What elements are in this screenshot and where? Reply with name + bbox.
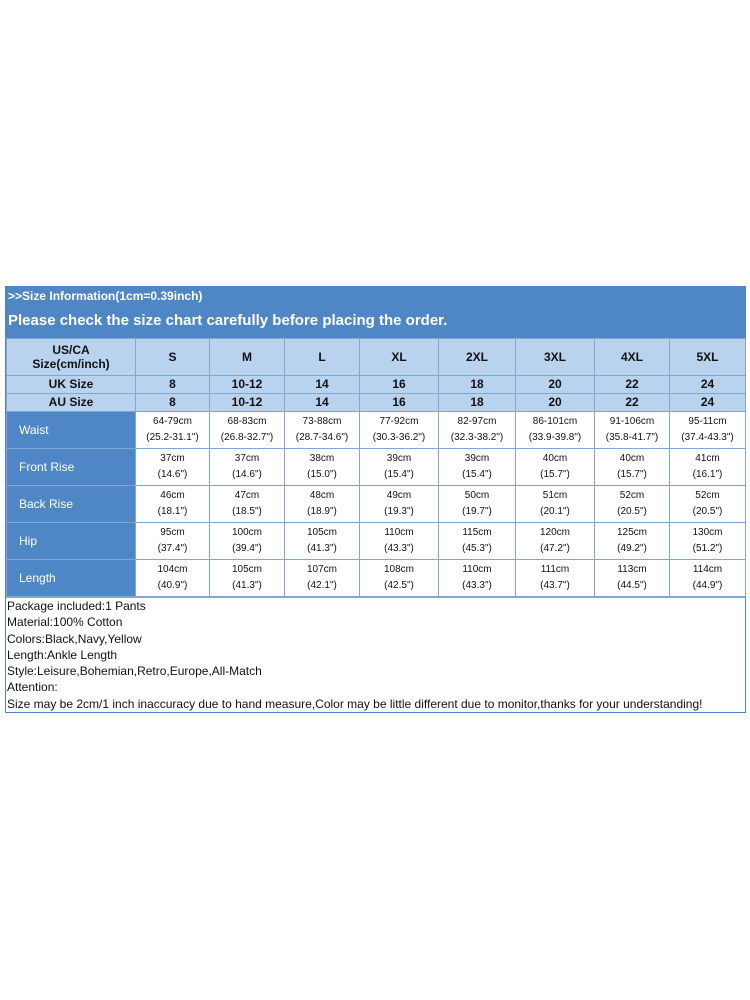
front-rise-value	[285, 449, 360, 486]
back-rise-inch: (19.3")	[384, 506, 414, 517]
front-rise-cm: 39cm	[386, 453, 412, 464]
product-notes	[6, 597, 745, 712]
waist-value	[516, 412, 595, 449]
back-rise-cm: 52cm	[695, 490, 720, 501]
back-rise-value	[360, 486, 439, 523]
length-value	[285, 560, 360, 597]
front-rise-inch: (15.7")	[617, 469, 647, 480]
back-rise-cm: 49cm	[386, 490, 412, 501]
size-header-4xl: 4XL	[595, 339, 670, 376]
front-rise-cm: 38cm	[309, 453, 335, 464]
waist-inch: (33.9-39.8")	[528, 432, 582, 443]
length-inch: (42.1")	[307, 580, 337, 591]
size-chart	[5, 286, 746, 713]
uk-size-value: 20	[516, 376, 595, 394]
au-size-row	[7, 394, 746, 412]
length-value	[670, 560, 746, 597]
front-rise-inch: (15.7")	[540, 469, 570, 480]
uk-size-value: 14	[285, 376, 360, 394]
back-rise-value	[516, 486, 595, 523]
waist-inch: (32.3-38.2")	[450, 432, 504, 443]
hip-inch: (43.3")	[384, 543, 414, 554]
waist-cm: 86-101cm	[532, 416, 578, 427]
back-rise-inch: (20.1")	[540, 506, 570, 517]
length-cm: 114cm	[692, 564, 723, 575]
length-inch: (40.9")	[157, 580, 188, 591]
hip-value	[516, 523, 595, 560]
uk-size-value: 10-12	[210, 376, 285, 394]
back-rise-value	[210, 486, 285, 523]
hip-inch: (51.2")	[692, 543, 723, 554]
length-cm: 111cm	[540, 564, 570, 575]
waist-value	[360, 412, 439, 449]
back-rise-inch: (20.5")	[692, 506, 723, 517]
front-rise-value	[210, 449, 285, 486]
note-line: Attention:	[7, 680, 58, 695]
waist-value	[439, 412, 516, 449]
hip-value	[360, 523, 439, 560]
back-rise-inch: (19.7")	[462, 506, 492, 517]
front-rise-inch: (15.4")	[462, 469, 492, 480]
back-rise-cm: 51cm	[542, 490, 568, 501]
waist-cm: 95-11cm	[688, 416, 727, 427]
hip-value	[136, 523, 210, 560]
front-rise-value	[439, 449, 516, 486]
waist-value	[210, 412, 285, 449]
length-inch: (42.5")	[384, 580, 414, 591]
size-header-3xl: 3XL	[516, 339, 595, 376]
front-rise-cm: 37cm	[160, 453, 185, 464]
back-rise-cm: 46cm	[160, 490, 185, 501]
front-rise-inch: (15.4")	[384, 469, 414, 480]
size-header-m: M	[210, 339, 285, 376]
au-size-value: 18	[439, 394, 516, 412]
uk-size-label: UK Size	[7, 376, 136, 394]
hip-row	[7, 523, 746, 560]
au-size-value: 16	[360, 394, 439, 412]
length-inch: (44.5")	[617, 580, 647, 591]
front-rise-value	[595, 449, 670, 486]
hip-label: Hip	[7, 523, 136, 560]
uk-size-value: 22	[595, 376, 670, 394]
waist-inch: (25.2-31.1")	[146, 432, 199, 443]
uk-size-row	[7, 376, 746, 394]
back-rise-inch: (18.5")	[232, 506, 262, 517]
check-size-warning: Please check the size chart carefully before placing the order.	[6, 306, 745, 338]
au-size-value: 10-12	[210, 394, 285, 412]
front-rise-row	[7, 449, 746, 486]
length-cm: 110cm	[462, 564, 492, 575]
uk-size-value: 24	[670, 376, 746, 394]
size-header-5xl: 5XL	[670, 339, 746, 376]
front-rise-cm: 40cm	[542, 453, 568, 464]
waist-cm: 68-83cm	[227, 416, 267, 427]
hip-cm: 115cm	[462, 527, 492, 538]
waist-cm: 73-88cm	[302, 416, 342, 427]
note-line: Style:Leisure,Bohemian,Retro,Europe,All-Match	[7, 664, 262, 679]
size-header-l: L	[285, 339, 360, 376]
length-value	[136, 560, 210, 597]
back-rise-row	[7, 486, 746, 523]
hip-cm: 120cm	[539, 527, 570, 538]
length-inch: (43.3")	[462, 580, 492, 591]
front-rise-inch: (16.1")	[692, 469, 723, 480]
back-rise-inch: (20.5")	[617, 506, 647, 517]
front-rise-value	[670, 449, 746, 486]
hip-value	[595, 523, 670, 560]
waist-inch: (37.4-43.3")	[681, 432, 734, 443]
header-row	[7, 339, 746, 376]
waist-inch: (28.7-34.6")	[295, 432, 349, 443]
size-header-s: S	[136, 339, 210, 376]
length-label: Length	[7, 560, 136, 597]
front-rise-cm: 40cm	[619, 453, 645, 464]
back-rise-cm: 52cm	[619, 490, 645, 501]
front-rise-cm: 39cm	[464, 453, 490, 464]
length-row	[7, 560, 746, 597]
front-rise-cm: 37cm	[234, 453, 260, 464]
waist-cm: 64-79cm	[153, 416, 192, 427]
hip-cm: 125cm	[616, 527, 647, 538]
back-rise-cm: 50cm	[464, 490, 490, 501]
hip-value	[285, 523, 360, 560]
front-rise-label: Front Rise	[7, 449, 136, 486]
front-rise-inch: (14.6")	[157, 469, 188, 480]
back-rise-value	[439, 486, 516, 523]
hip-cm: 110cm	[384, 527, 414, 538]
hip-value	[210, 523, 285, 560]
back-rise-value	[670, 486, 746, 523]
waist-inch: (26.8-32.7")	[220, 432, 274, 443]
size-info-banner: >>Size Information(1cm=0.39inch)	[6, 287, 745, 306]
length-value	[439, 560, 516, 597]
front-rise-value	[360, 449, 439, 486]
back-rise-label: Back Rise	[7, 486, 136, 523]
size-label-line2: Size(cm/inch)	[32, 357, 110, 371]
au-size-value: 24	[670, 394, 746, 412]
hip-inch: (41.3")	[307, 543, 337, 554]
waist-cm: 91-106cm	[609, 416, 655, 427]
waist-cm: 82-97cm	[457, 416, 497, 427]
length-value	[360, 560, 439, 597]
waist-cm: 77-92cm	[379, 416, 419, 427]
front-rise-value	[516, 449, 595, 486]
front-rise-cm: 41cm	[695, 453, 720, 464]
au-size-value: 22	[595, 394, 670, 412]
waist-value	[285, 412, 360, 449]
back-rise-value	[136, 486, 210, 523]
back-rise-value	[285, 486, 360, 523]
waist-label: Waist	[7, 412, 136, 449]
size-table	[6, 338, 746, 597]
length-value	[595, 560, 670, 597]
waist-inch: (35.8-41.7")	[605, 432, 659, 443]
note-line: Package included:1 Pants	[7, 599, 146, 613]
length-cm: 104cm	[157, 564, 188, 575]
waist-value	[670, 412, 746, 449]
note-line: Material:100% Cotton	[7, 615, 123, 630]
length-cm: 105cm	[231, 564, 262, 575]
hip-inch: (39.4")	[232, 543, 262, 554]
front-rise-inch: (15.0")	[307, 469, 337, 480]
back-rise-inch: (18.9")	[307, 506, 337, 517]
size-header-xl: XL	[360, 339, 439, 376]
hip-cm: 130cm	[692, 527, 723, 538]
size-label-cell	[7, 339, 136, 376]
hip-inch: (37.4")	[157, 543, 188, 554]
au-size-value: 20	[516, 394, 595, 412]
hip-value	[439, 523, 516, 560]
back-rise-value	[595, 486, 670, 523]
note-line: Length:Ankle Length	[7, 647, 118, 662]
au-size-label: AU Size	[7, 394, 136, 412]
waist-row	[7, 412, 746, 449]
waist-inch: (30.3-36.2")	[372, 432, 426, 443]
hip-cm: 95cm	[160, 527, 185, 538]
length-cm: 108cm	[383, 564, 414, 575]
length-cm: 113cm	[617, 564, 647, 575]
hip-cm: 100cm	[231, 527, 262, 538]
hip-inch: (45.3")	[462, 543, 492, 554]
note-line: Colors:Black,Navy,Yellow	[7, 631, 142, 646]
hip-value	[670, 523, 746, 560]
back-rise-inch: (18.1")	[157, 506, 188, 517]
size-header-2xl: 2XL	[439, 339, 516, 376]
waist-value	[136, 412, 210, 449]
size-label-line1: US/CA	[52, 343, 90, 357]
length-value	[516, 560, 595, 597]
hip-cm: 105cm	[306, 527, 337, 538]
hip-inch: (49.2")	[617, 543, 647, 554]
length-inch: (44.9")	[692, 580, 723, 591]
hip-inch: (47.2")	[540, 543, 570, 554]
length-cm: 107cm	[306, 564, 337, 575]
uk-size-value: 8	[136, 376, 210, 394]
length-inch: (43.7")	[540, 580, 570, 591]
waist-value	[595, 412, 670, 449]
note-line: Size may be 2cm/1 inch inaccuracy due to hand measure,Color may be little different due to monitor,thanks for your understanding!	[7, 696, 703, 711]
front-rise-inch: (14.6")	[232, 469, 262, 480]
length-inch: (41.3")	[232, 580, 262, 591]
uk-size-value: 18	[439, 376, 516, 394]
front-rise-value	[136, 449, 210, 486]
uk-size-value: 16	[360, 376, 439, 394]
back-rise-cm: 48cm	[309, 490, 335, 501]
back-rise-cm: 47cm	[234, 490, 260, 501]
au-size-value: 14	[285, 394, 360, 412]
au-size-value: 8	[136, 394, 210, 412]
length-value	[210, 560, 285, 597]
